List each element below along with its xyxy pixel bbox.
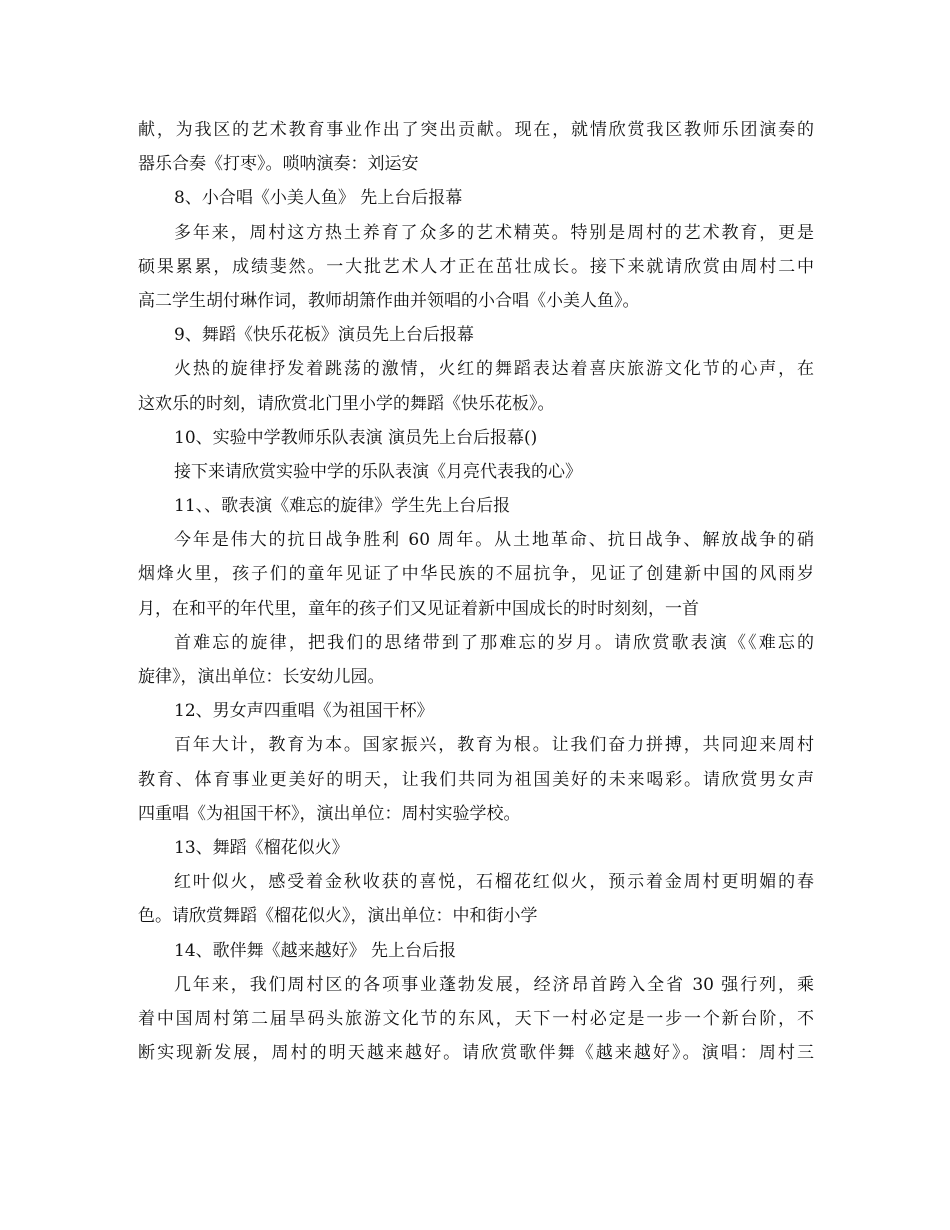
text-line: 12、男女声四重唱《为祖国干杯》 [174, 701, 434, 722]
text-line: 色。请欣赏舞蹈《榴花似火》，演出单位：中和街小学 [138, 906, 538, 927]
text-line: 13、舞蹈《榴花似火》 [174, 837, 349, 858]
text-line: 10、实验中学教师乐队表演 演员先上台后报幕() [174, 427, 538, 448]
text-line: 9、舞蹈《快乐花板》演员先上台后报幕 [174, 325, 474, 346]
text-line: 14、歌伴舞《越来越好》 先上台后报 [174, 940, 457, 961]
text-line: 几年来，我们周村区的各项事业蓬勃发展，经济昂首跨入全省 30 强行列，乘 [174, 974, 814, 995]
text-line: 火热的旋律抒发着跳荡的激情，火红的舞蹈表达着喜庆旅游文化节的心声，在 [174, 359, 814, 380]
text-line: 硕果累累，成绩斐然。一大批艺术人才正在茁壮成长。接下来就请欣赏由周村二中 [138, 256, 814, 277]
text-line: 这欢乐的时刻，请欣赏北门里小学的舞蹈《快乐花板》。 [138, 393, 555, 414]
text-line: 着中国周村第二届旱码头旅游文化节的东风，天下一村必定是一步一个新台阶，不 [138, 1008, 814, 1029]
text-line: 教育、体育事业更美好的明天，让我们共同为祖国美好的未来喝彩。请欣赏男女声 [138, 769, 814, 790]
text-line: 断实现新发展，周村的明天越来越好。请欣赏歌伴舞《越来越好》。演唱：周村三 [138, 1043, 814, 1064]
text-line: 11、、歌表演《难忘的旋律》学生先上台后报 [174, 496, 511, 517]
text-line: 首难忘的旋律，把我们的思绪带到了那难忘的岁月。请欣赏歌表演《《难忘的 [174, 632, 814, 653]
text-line: 烟烽火里，孩子们的童年见证了中华民族的不屈抗争，见证了创建新中国的风雨岁 [138, 564, 814, 585]
text-line: 百年大计，教育为本。国家振兴，教育为根。让我们奋力拼搏，共同迎来周村 [174, 735, 814, 756]
text-line: 多年来，周村这方热土养育了众多的艺术精英。特别是周村的艺术教育，更是 [174, 222, 814, 243]
document-body [138, 113, 814, 1070]
text-line: 献，为我区的艺术教育事业作出了突出贡献。现在，就情欣赏我区教师乐团演奏的 [138, 120, 814, 140]
text-line: 红叶似火，感受着金秋收获的喜悦，石榴花红似火，预示着金周村更明媚的春 [174, 872, 814, 893]
text-line: 高二学生胡付琳作词，教师胡箫作曲并领唱的小合唱《小美人鱼》。 [138, 290, 640, 311]
text-line: 四重唱《为祖国干杯》，演出单位：周村实验学校。 [138, 803, 521, 824]
text-line: 今年是伟大的抗日战争胜利 60 周年。从土地革命、抗日战争、解放战争的硝 [174, 530, 814, 551]
text-line: 月，在和平的年代里，童年的孩子们又见证着新中国成长的时时刻刻，一首 [138, 598, 699, 619]
text-line: 接下来请欣赏实验中学的乐队表演《月亮代表我的心》 [174, 461, 582, 482]
text-line: 器乐合奏《打枣》。唢呐演奏：刘运安 [138, 154, 419, 175]
text-line: 8、小合唱《小美人鱼》 先上台后报幕 [174, 188, 463, 209]
text-line: 旋律》，演出单位：长安幼儿园。 [138, 667, 385, 687]
